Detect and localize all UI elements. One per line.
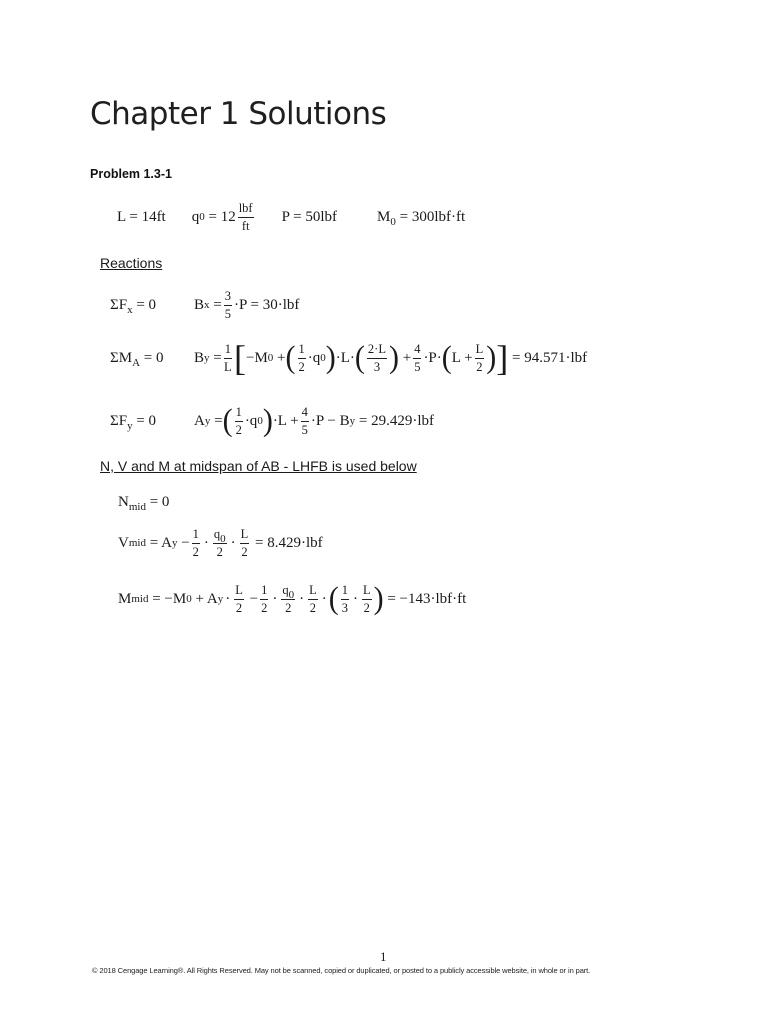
given-load: P = 50lbf [281,208,338,225]
equation-m-mid: M mid = −M 0 + A y · L 2 − $\frac{1}{2}$ · $q_0$ 2 · L 2 · ( 1 3 · L 2 ) = −143·lbf·ft [118,581,467,616]
equation-sum-fy: $\Sigma F_y = 0$ A y = ( 1 2 ·q 0 ) ·L + $\frac{4}{5}$ ·P − B y = 29.429·lbf [110,403,434,438]
equation-n-mid: $N_{mid} = 0$ [118,494,170,513]
copyright-notice: © 2018 Cengage Learning®. All Rights Reserved. May not be scanned, copied or duplicated, or posted to a publicly accessible website, in whole or in part. [92,966,591,975]
midspan-heading: N, V and M at midspan of AB - LHFB is used below [100,458,417,474]
equation-sum-ma: $\Sigma M_A = 0$ B y = $\frac{1}{L}$ [ −M 0 + ( 1 2 ·q 0 ) ·L· ( 2·L 3 ) + $\frac{4}{5}$ ·P· ( L + $\frac{L}{2}$ ) ] = 94.571·lbf [110,338,588,378]
page-number: 1 [380,949,387,964]
equation-v-mid: V mid = A y − $\frac{1}{2}$ · $q_0$ 2 · $\frac{L}{2}$ = 8.429·lbf [118,527,323,559]
problem-label: Problem 1.3-1 [90,167,172,181]
equation-sum-fx: $\Sigma F_x = 0$ B x = $\frac{3}{5}$ ·P = 30·lbf [110,289,300,321]
givens-row [117,202,465,232]
reactions-heading: Reactions [100,255,163,271]
given-q0: q 0 = 12 lbf ft [191,201,253,233]
given-moment: $M_0 = 300lbf\cdot ft$ [377,208,466,228]
given-length: L = 14ft [117,208,166,225]
page-title: Chapter 1 Solutions [90,96,387,132]
